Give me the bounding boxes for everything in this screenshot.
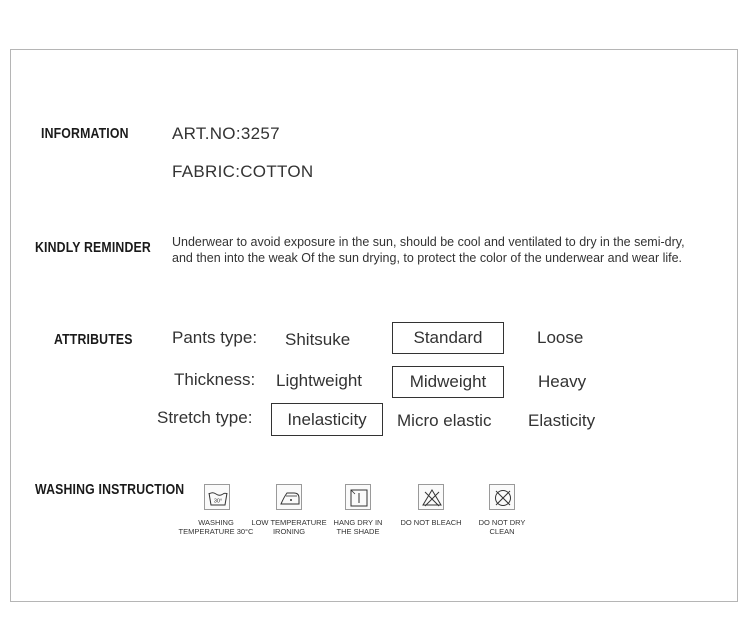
reminder-heading: KINDLY REMINDER	[35, 239, 151, 256]
stretch-type-label: Stretch type:	[157, 408, 253, 427]
hang-dry-shade-icon	[345, 484, 371, 510]
reminder-line-1: Underwear to avoid exposure in the sun, should be cool and ventilated to dry in the semi-dry,	[172, 235, 685, 249]
pants-type-option-standard: Standard	[392, 322, 504, 354]
hang-dry-shade-caption: HANG DRY IN THE SHADE	[333, 518, 383, 536]
pants-type-option-shitsuke: Shitsuke	[285, 330, 351, 349]
thickness-label: Thickness:	[174, 370, 256, 389]
reminder-line-2: and then into the weak Of the sun drying, to protect the color of the underwear and wear life.	[172, 251, 683, 265]
wash-30-caption: WASHING TEMPERATURE 30°C	[178, 518, 254, 536]
pants-type-option-loose: Loose	[537, 328, 584, 347]
stretch-type-option-micro-elastic: Micro elastic	[397, 411, 492, 430]
no-dry-clean-caption: DO NOT DRY CLEAN	[478, 518, 526, 536]
no-bleach-caption: DO NOT BLEACH	[400, 518, 462, 527]
stretch-type-option-inelasticity: Inelasticity	[271, 403, 383, 436]
wash-30-icon	[204, 484, 230, 510]
thickness-option-lightweight: Lightweight	[276, 371, 363, 390]
thickness-option-heavy: Heavy	[538, 372, 587, 391]
fabric: FABRIC:COTTON	[172, 162, 314, 181]
attributes-heading: ATTRIBUTES	[54, 331, 133, 348]
thickness-option-midweight: Midweight	[392, 366, 504, 398]
no-dry-clean-icon	[489, 484, 515, 510]
no-bleach-icon	[418, 484, 444, 510]
art-number: ART.NO:3257	[172, 124, 280, 143]
wash-30-icon-text: 30°	[213, 498, 223, 505]
pants-type-label: Pants type:	[172, 328, 258, 347]
washing-heading: WASHING INSTRUCTION	[35, 481, 185, 498]
stretch-type-option-elasticity: Elasticity	[528, 411, 596, 430]
iron-low-caption: LOW TEMPERATURE IRONING	[251, 518, 327, 536]
information-heading: INFORMATION	[41, 125, 129, 142]
iron-low-icon	[276, 484, 302, 510]
